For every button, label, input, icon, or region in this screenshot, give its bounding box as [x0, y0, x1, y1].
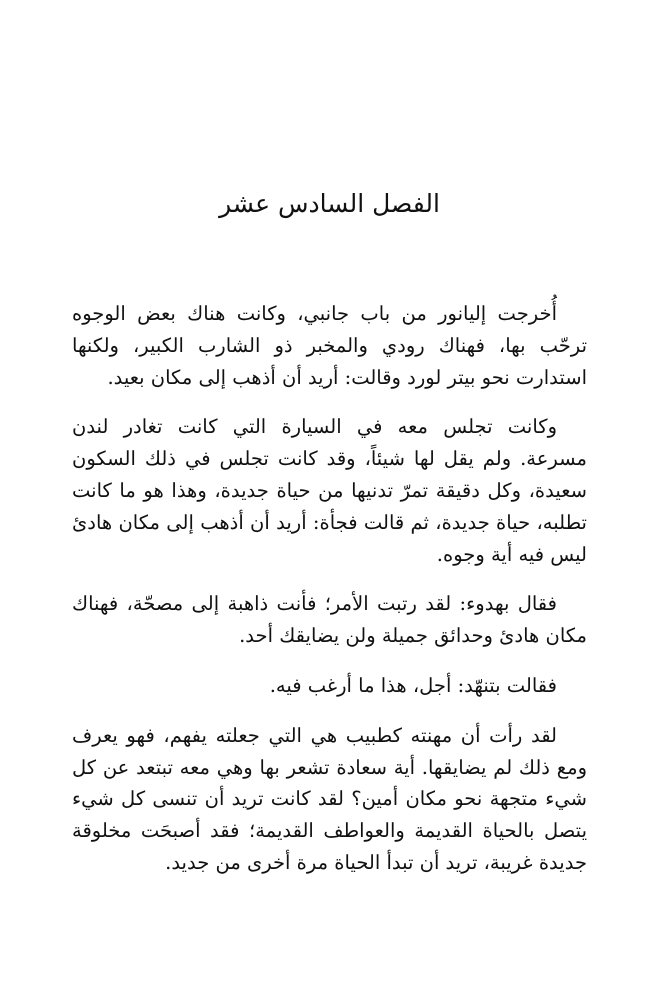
paragraph-3: فقال بهدوء: لقد رتبت الأمر؛ فأنت ذاهبة إلى مصحّة، فهناك مكان هادئ وحدائق جميلة ولن يضايقك أحد. [72, 592, 587, 648]
chapter-title: الفصل السادس عشر [219, 189, 440, 218]
paragraph-2: وكانت تجلس معه في السيارة التي كانت تغادر لندن مسرعة. ولم يقل لها شيئاً، وقد كانت تجلس في ذلك السكون سعيدة، وكل دقيقة تمرّ تدنيها من حياة جديدة، وهذا هو ما كانت تطلبه، حياة جديدة، ثم قالت فجأة: أريد أن أذهب إلى مكان هادئ ليس فيه أية وجوه. [72, 415, 587, 566]
paragraph-5: لقد رأت أن مهنته كطبيب هي التي جعلته يفهم، فهو يعرف ومع ذلك لم يضايقها. أية سعادة تشعر بها وهي معه تبتعد عن كل شيء متجهة نحو مكان أمين؟ لقد كانت تريد أن تنسى كل شيء يتصل بالحياة القديمة والعواطف القديمة؛ فقد أصبحَت مخلوقة جديدة غريبة، تريد أن تبدأ الحياة مرة أخرى من جديد. [72, 723, 587, 874]
paragraph-1: أُخرجت إليانور من باب جانبي، وكانت هناك بعض الوجوه ترحّب بها، فهناك رودي والمخبر ذو الشارب الكبير، ولكنها استدارت نحو بيتر لورد وقالت: أريد أن أذهب إلى مكان بعيد. [72, 302, 587, 389]
book-page [72, 0, 587, 1000]
chapter-body [72, 298, 587, 897]
paragraph-4: فقالت بتنهّد: أجل، هذا ما أرغب فيه. [269, 673, 557, 697]
